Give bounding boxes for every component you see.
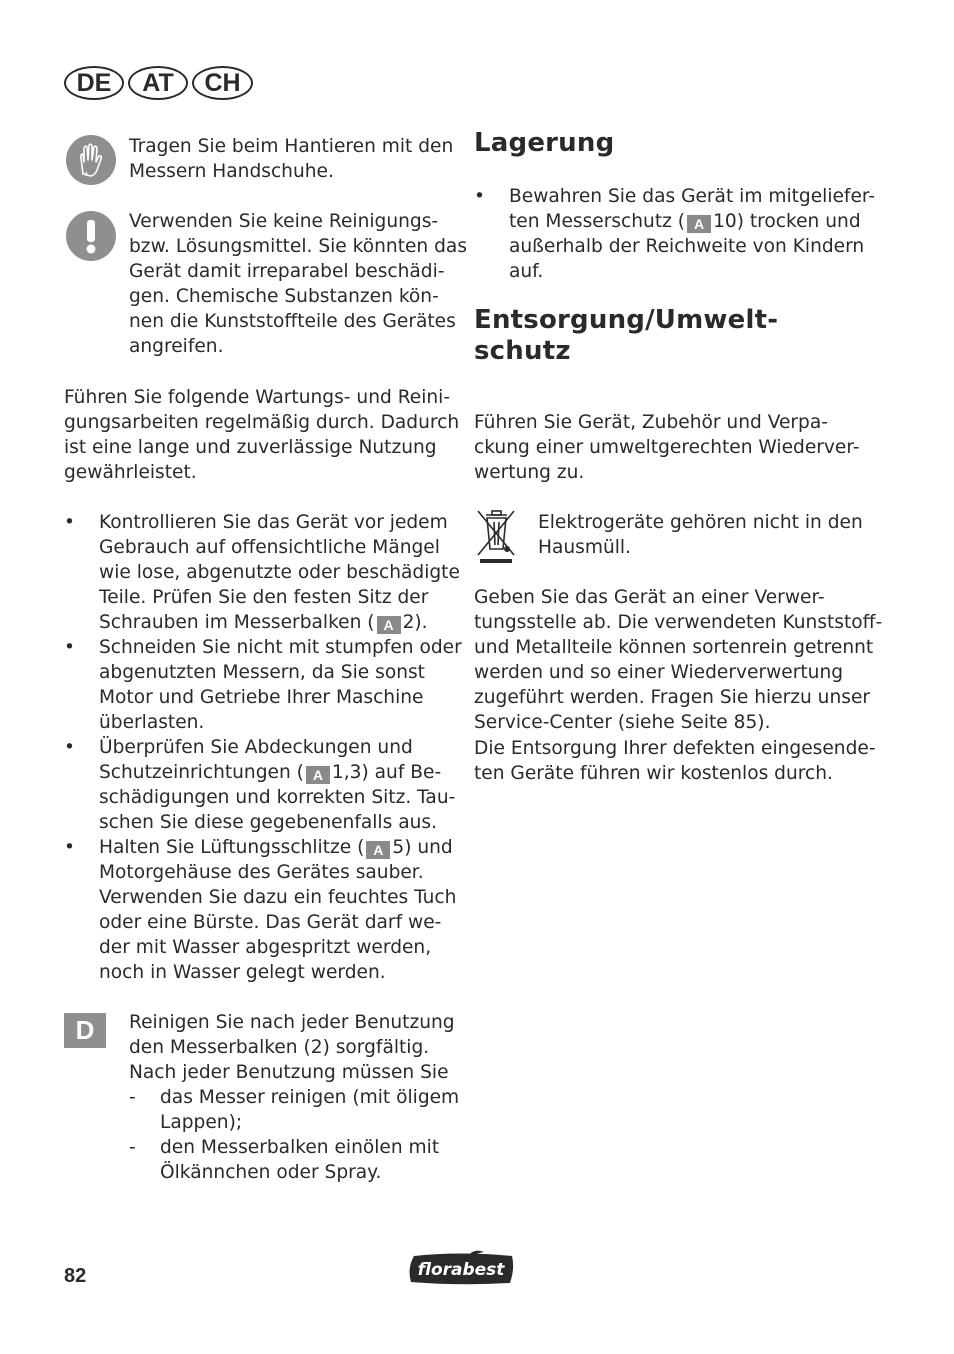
bullet-marker: • xyxy=(64,837,75,858)
text-line: außerhalb der Reichweite von Kindern xyxy=(509,236,865,258)
text-line: Verwenden Sie keine Reinigungs- xyxy=(129,211,439,232)
text-line: angreifen. xyxy=(129,336,224,358)
text-line: Geben Sie das Gerät an einer Verwer- xyxy=(474,587,825,608)
text-line: gen. Chemische Substanzen kön- xyxy=(129,286,439,308)
figure-ref-a: A xyxy=(306,766,330,784)
brand-logo xyxy=(406,1250,516,1286)
exclamation-icon xyxy=(65,210,117,262)
text-line: bzw. Lösungsmittel. Sie könnten das xyxy=(129,236,468,258)
text-line xyxy=(509,209,875,234)
bullet-marker: • xyxy=(64,737,75,758)
gloves-icon xyxy=(65,134,117,186)
text-line: Elektrogeräte gehören nicht in den xyxy=(538,512,863,533)
text-line: ckung einer umweltgerechten Wiederver- xyxy=(474,437,860,459)
text-span: Halten Sie Lüftungsschlitze ( xyxy=(99,837,365,858)
heading-line: schutz xyxy=(474,336,571,366)
text-line: Kontrollieren Sie das Gerät vor jedem xyxy=(99,512,448,533)
text-line: Die Entsorgung Ihrer defekten eingesende- xyxy=(474,737,876,759)
text-line: Lappen); xyxy=(160,1112,243,1134)
text-span: 5) und xyxy=(392,837,453,858)
text-span: Schrauben im Messerbalken ( xyxy=(99,612,375,634)
disposal-heading xyxy=(474,305,778,367)
text-line: Führen Sie Gerät, Zubehör und Verpa- xyxy=(474,412,828,433)
bullet-item xyxy=(474,184,874,285)
text-line: auf. xyxy=(509,261,544,283)
dash-marker: - xyxy=(129,1137,136,1158)
text-line: wie lose, abgenutzte oder beschädigte xyxy=(99,562,460,584)
text-line: abgenutzten Messern, da Sie sonst xyxy=(99,662,425,684)
text-line: zugeführt werden. Fragen Sie hierzu unser xyxy=(474,687,871,709)
text-line: Nach jeder Benutzung müssen Sie xyxy=(129,1062,449,1084)
text-span: 1,3) auf Be- xyxy=(331,762,442,784)
text-line: tungsstelle ab. Die verwendeten Kunststoff- xyxy=(474,612,883,634)
text-line: schädigungen und korrekten Sitz. Tau- xyxy=(99,787,456,809)
text-span: Schutzeinrichtungen ( xyxy=(99,762,304,784)
text-span: ten Messerschutz ( xyxy=(509,211,686,233)
text-line: den Messerbalken einölen mit xyxy=(160,1137,440,1158)
text-line: nen die Kunststoffteile des Gerätes xyxy=(129,311,456,333)
text-line: oder eine Bürste. Das Gerät darf we- xyxy=(99,912,442,934)
text-line: gewährleistet. xyxy=(64,462,197,484)
text-line: das Messer reinigen (mit öligem xyxy=(160,1087,460,1108)
text-span: 10) trocken und xyxy=(713,211,861,233)
text-line: gungsarbeiten regelmäßig durch. Dadurch xyxy=(64,412,460,434)
text-line: Bewahren Sie das Gerät im mitgeliefer- xyxy=(509,186,876,207)
text-line: ten Geräte führen wir kostenlos durch. xyxy=(474,762,833,784)
bullet-item xyxy=(64,735,454,836)
bullet-marker: • xyxy=(64,637,75,658)
text-line: Ölkännchen oder Spray. xyxy=(160,1162,382,1184)
brand-name: florabest xyxy=(417,1260,505,1280)
text-line: Gerät damit irreparabel beschädi- xyxy=(129,261,445,283)
disposal-text xyxy=(474,585,882,786)
weee-note xyxy=(538,510,863,560)
storage-heading: Lagerung xyxy=(474,128,615,158)
bullet-item xyxy=(64,510,460,636)
disposal-intro xyxy=(474,410,860,485)
bullet-item xyxy=(64,835,457,986)
text-line: ist eine lange und zuverlässige Nutzung xyxy=(64,437,437,459)
gloves-note xyxy=(129,134,453,184)
bullet-marker: • xyxy=(64,512,75,533)
text-line: überlasten. xyxy=(99,712,205,734)
text-line: schen Sie diese gegebenenfalls aus. xyxy=(99,812,437,834)
badge-de: DE xyxy=(64,66,124,100)
figure-ref-a: A xyxy=(687,215,711,233)
text-line: wertung zu. xyxy=(474,462,585,484)
text-line: Service-Center (siehe Seite 85). xyxy=(474,712,771,734)
crossed-bin-icon xyxy=(474,507,518,565)
badge-at: AT xyxy=(128,66,188,100)
text-line: Verwenden Sie dazu ein feuchtes Tuch xyxy=(99,887,457,909)
text-line: den Messerbalken (2) sorgfältig. xyxy=(129,1037,430,1059)
dash-marker: - xyxy=(129,1087,136,1108)
warning-note xyxy=(129,209,467,360)
page-number: 82 xyxy=(64,1265,87,1287)
text-line: Tragen Sie beim Hantieren mit den xyxy=(129,136,454,157)
text-line: und Metallteile können sortenrein getrennt xyxy=(474,637,874,659)
text-line: Führen Sie folgende Wartungs- und Reini- xyxy=(64,387,451,408)
text-span: 2). xyxy=(402,612,428,634)
text-line: Hausmüll. xyxy=(538,537,631,559)
bullet-item xyxy=(64,635,462,736)
text-line xyxy=(99,760,455,785)
text-line: Überprüfen Sie Abdeckungen und xyxy=(99,737,413,758)
text-line: noch in Wasser gelegt werden. xyxy=(99,962,386,984)
figure-tag-d: D xyxy=(64,1013,106,1048)
text-line xyxy=(99,610,460,635)
dash-item xyxy=(129,1085,459,1136)
text-line: Gebrauch auf offensichtliche Mängel xyxy=(99,537,440,559)
maintenance-intro xyxy=(64,385,459,485)
text-line: Teile. Prüfen Sie den festen Sitz der xyxy=(99,587,429,609)
text-line: werden und so einer Wiederverwertung xyxy=(474,662,844,684)
text-line: Motor und Getriebe Ihrer Maschine xyxy=(99,687,424,709)
dash-item xyxy=(129,1135,459,1186)
text-line: Reinigen Sie nach jeder Benutzung xyxy=(129,1012,455,1033)
badge-ch: CH xyxy=(192,66,253,100)
text-line: Motorgehäuse des Gerätes sauber. xyxy=(99,862,424,884)
text-line xyxy=(99,835,456,860)
bullet-marker: • xyxy=(474,186,485,207)
figure-ref-a: A xyxy=(377,616,401,634)
text-line: Messern Handschuhe. xyxy=(129,161,334,183)
text-line: der mit Wasser abgespritzt werden, xyxy=(99,937,432,959)
heading-line: Entsorgung/Umwelt- xyxy=(474,305,779,335)
cleaning-note xyxy=(129,1010,455,1085)
figure-ref-a: A xyxy=(366,841,390,859)
text-line: Schneiden Sie nicht mit stumpfen oder xyxy=(99,637,462,658)
